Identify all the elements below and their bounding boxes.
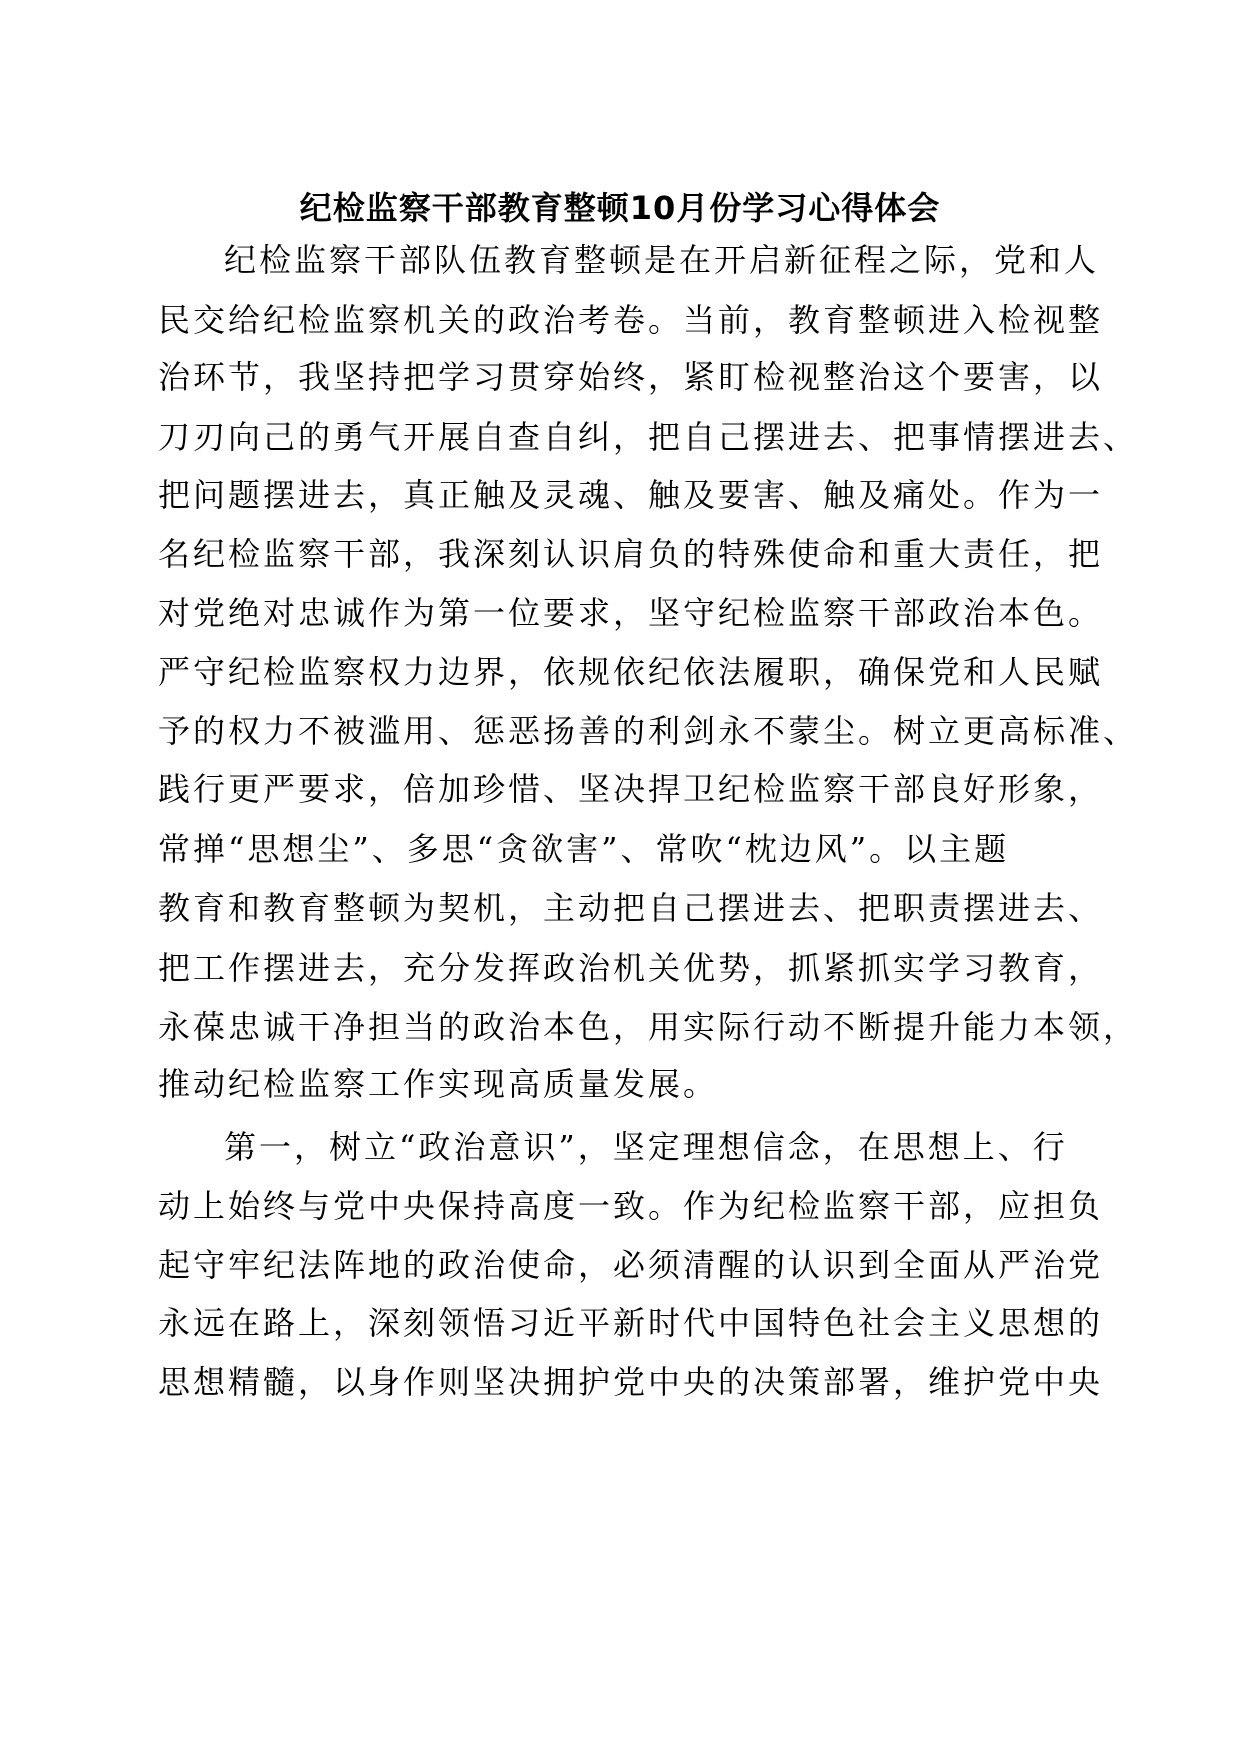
paragraph-1-line-6: 名纪检监察干部，我深刻认识肩负的特殊使命和重大责任，把 (158, 535, 1104, 573)
paragraph-1-line-13: 把工作摆进去，充分发挥政治机关优势，抓紧抓实学习教育， (158, 949, 1104, 987)
paragraph-2-line-3: 起守牢纪法阵地的政治使命，必须清醒的认识到全面从严治党 (158, 1246, 1104, 1284)
paragraph-1-line-1: 纪检监察干部队伍教育整顿是在开启新征程之际，党和人 (224, 241, 1100, 279)
paragraph-1-line-4: 刀刃向己的勇气开展自查自纠，把自己摆进去、把事情摆进去、 (158, 418, 1139, 456)
paragraph-2-line-4: 永远在路上，深刻领悟习近平新时代中国特色社会主义思想的 (158, 1304, 1104, 1342)
paragraph-2-line-1: 第一，树立“政治意识”，坚定理想信念，在思想上、行 (224, 1128, 1068, 1166)
paragraph-2-line-5: 思想精髓，以身作则坚决拥护党中央的决策部署，维护党中央 (158, 1363, 1104, 1401)
paragraph-1-line-8: 严守纪检监察权力边界，依规依纪依法履职，确保党和人民赋 (158, 653, 1104, 691)
paragraph-1-line-10: 践行更严要求，倍加珍惜、坚决捍卫纪检监察干部良好形象， (158, 770, 1104, 808)
paragraph-1-line-14: 永葆忠诚干净担当的政治本色，用实际行动不断提升能力本领， (158, 1008, 1139, 1046)
paragraph-1-line-15: 推动纪检监察工作实现高质量发展。 (158, 1065, 719, 1103)
paragraph-2-line-2: 动上始终与党中央保持高度一致。作为纪检监察干部，应担负 (158, 1187, 1104, 1225)
document-title: 纪检监察干部教育整顿10月份学习心得体会 (299, 189, 941, 227)
paragraph-1-line-2: 民交给纪检监察机关的政治考卷。当前，教育整顿进入检视整 (158, 301, 1104, 339)
paragraph-1-line-12: 教育和教育整顿为契机，主动把自己摆进去、把职责摆进去、 (158, 889, 1104, 927)
paragraph-1-line-3: 治环节，我坚持把学习贯穿始终，紧盯检视整治这个要害，以 (158, 358, 1104, 396)
paragraph-1-line-7: 对党绝对忠诚作为第一位要求，坚守纪检监察干部政治本色。 (158, 594, 1104, 632)
paragraph-1-line-11: 常掸“思想尘”、多思“贪欲害”、常吹“枕边风”。以主题 (158, 830, 1010, 868)
paragraph-1-line-9: 予的权力不被滥用、惩恶扬善的利剑永不蒙尘。树立更高标准、 (158, 712, 1139, 750)
paragraph-1-line-5: 把问题摆进去，真正触及灵魂、触及要害、触及痛处。作为一 (158, 476, 1104, 514)
